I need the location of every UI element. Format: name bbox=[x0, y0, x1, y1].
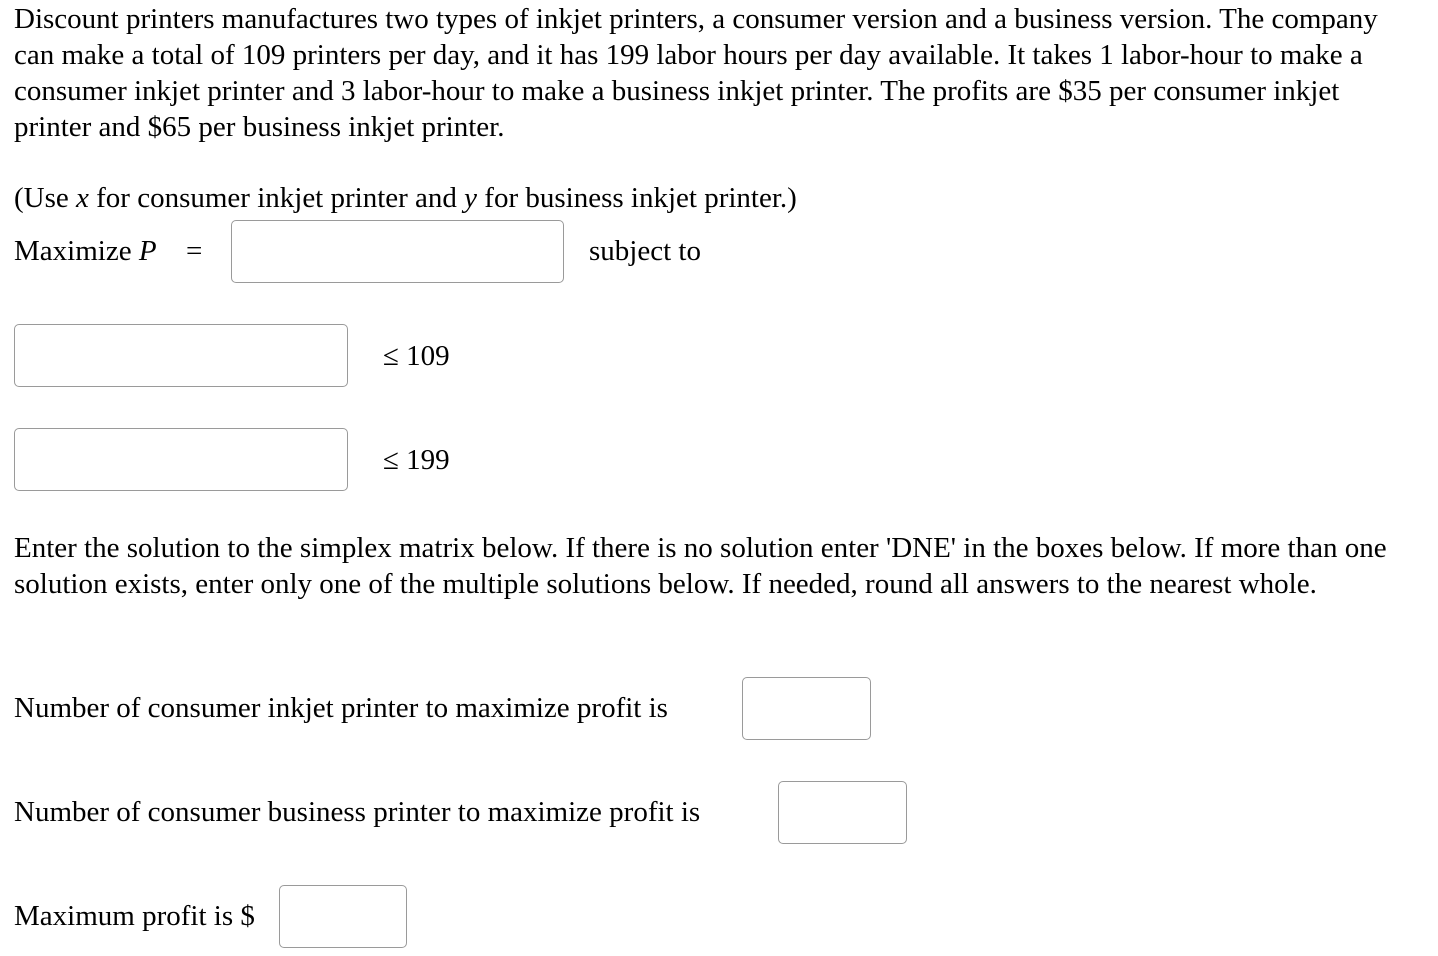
hint-x-variable: x bbox=[76, 182, 89, 214]
solution-instructions: Enter the solution to the simplex matrix below. If there is no solution enter 'DNE' in the boxes below. If more than one solution exists, enter only one of the multiple solutions below. If needed, round all answers to the nearest whole. bbox=[14, 532, 1387, 600]
subject-to-label: subject to bbox=[589, 235, 701, 267]
business-count-input[interactable] bbox=[778, 781, 907, 844]
equals-sign: = bbox=[186, 235, 203, 267]
objective-variable: P bbox=[138, 235, 157, 267]
constraint-1-value: 109 bbox=[406, 340, 450, 372]
consumer-count-input[interactable] bbox=[742, 677, 871, 740]
constraint-1-relation: ≤ bbox=[383, 340, 399, 372]
business-count-label: Number of consumer business printer to maximize profit is bbox=[14, 796, 701, 828]
max-profit-input[interactable] bbox=[279, 885, 407, 948]
constraint-2-relation: ≤ bbox=[383, 444, 399, 476]
constraint-2-rhs bbox=[383, 442, 450, 478]
maximize-label bbox=[14, 233, 157, 269]
hint-y-variable: y bbox=[464, 182, 478, 214]
maximize-text: Maximize bbox=[14, 235, 139, 267]
constraint-1-input[interactable] bbox=[14, 324, 348, 387]
hint-middle: for consumer inkjet printer and bbox=[88, 182, 465, 214]
constraint-2-value: 199 bbox=[406, 444, 450, 476]
constraint-1-rhs bbox=[383, 338, 450, 374]
constraint-2-input[interactable] bbox=[14, 428, 348, 491]
consumer-count-label: Number of consumer inkjet printer to maximize profit is bbox=[14, 692, 668, 724]
hint-suffix: for business inkjet printer.) bbox=[477, 182, 797, 214]
variable-hint bbox=[14, 180, 797, 216]
problem-statement: Discount printers manufactures two types of inkjet printers, a consumer version and a business version. The company can make a total of 109 printers per day, and it has 199 labor hours per day available. It takes 1 labor-hour to make a consumer inkjet printer and 3 labor-hour to make a business inkjet printer. The profits are $35 per consumer inkjet printer and $65 per business inkjet printer. bbox=[14, 3, 1378, 143]
hint-prefix: (Use bbox=[14, 182, 77, 214]
objective-function-input[interactable] bbox=[231, 220, 564, 283]
max-profit-label: Maximum profit is $ bbox=[14, 900, 255, 932]
